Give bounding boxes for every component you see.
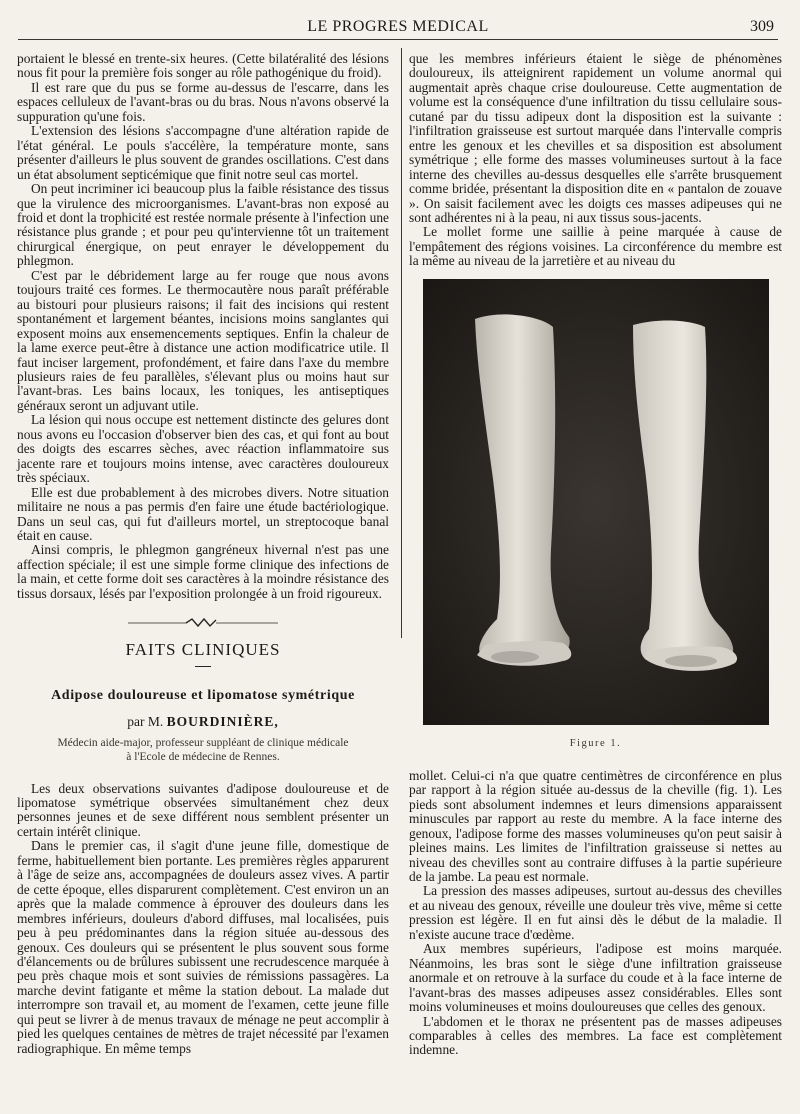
byline-prefix: par M. xyxy=(127,714,164,730)
right-column xyxy=(409,52,782,1058)
paragraph: portaient le blessé en trente-six heures. (Cette bilatéralité des lésions nous fit pour la première fois songer au rôle pathogénique du froid). xyxy=(17,51,389,81)
paragraph: La lésion qui nous occupe est nettement distincte des gelures dont nous avons eu l'occasion d'observer bien des cas, et qui font au bout des doigts des escarres sèches, avec réaction inflammatoire sus jacente rare et toujours moins intense, avec caractères douloureux très spéciaux. xyxy=(17,412,389,486)
paragraph: L'abdomen et le thorax ne présentent pas de masses adipeuses comparables à celles des membres. La face est complètement indemne. xyxy=(409,1013,782,1058)
section-ornament xyxy=(128,617,278,629)
column-divider xyxy=(401,48,402,638)
figure xyxy=(409,279,782,769)
paragraph: que les membres inférieurs étaient le siège de phénomènes douloureux, ils atteignirent rapidement un volume anormal qui augmentait après chaque crise douloureuse. Cette augmentation de volume est la conséquence d'une infiltration du tissu cellulaire sous-cutané par du tissu adipeux dont la disposition est la suivante : l'infiltration graisseuse est surtout marquée dans l'intervalle compris entre les genoux et les chevilles et sa disposition est absolument symétrique ; elle forme des masses volumineuses surtout à la face interne des chevilles au-dessus desquelles elle s'arrête brusquement comme bridée, présentant la disposition dite en « pantalon de zouave ». On saisit facilement avec les doigts ces masses adipeuses qui ne sont adhérentes ni à la peau, ni aux tissus sous-jacents. xyxy=(409,51,782,225)
paragraph: Aux membres supérieurs, l'adipose est moins marquée. Néanmoins, les bras sont le siège d'une infiltration graisseuse anormale et on retrouve à la surface du coude et à la face interne de l'avant-bras des masses adipeuses assez considérables. Elles sont moins volumineuses et moins douloureuses que celles des genoux. xyxy=(409,941,782,1015)
paragraph: On peut incriminer ici beaucoup plus la faible résistance des tissus que la virulence des microorganismes. L'avant-bras non exposé au froid et dont la trophicité est restée normale présente à l'infection une résistance plus grande ; et pour peu qu'intervienne tôt un traitement chirurgical énergique, on peut enrayer le développement du phlegmon. xyxy=(17,181,389,269)
paragraph: Elle est due probablement à des microbes divers. Notre situation militaire ne nous a pas permis d'en faire une étude bactériologique. Dans un seul cas, qui fut d'ailleurs mortel, un streptocoque banal était en cause. xyxy=(17,484,389,543)
section-title: FAITS CLINIQUES xyxy=(125,640,281,660)
paragraph: La pression des masses adipeuses, surtout au-dessus des chevilles et au niveau des genoux, réveille une douleur très vive, même si cette pression est légère. Il en fut ainsi dès le début de la maladie. Il n'existe aucune trace d'œdème. xyxy=(409,883,782,942)
paragraph: mollet. Celui-ci n'a que quatre centimètres de circonférence en plus par rapport à la région située au-dessus de la cheville (fig. 1). Les pieds sont absolument indemnes et leurs dimensions apparaissent minuscules par rapport au reste du membre. A la face interne des genoux, l'adipose forme des masses volumineuses qu'on peut saisir à pleines mains. Les limites de l'infiltration graisseuse si nettes au niveau des chevilles sont au contraire diffuses à la partie supérieure de la jambe. La peau est normale. xyxy=(409,767,782,884)
article-title: Adipose douloureuse et lipomatose symétrique xyxy=(51,687,355,703)
affiliation-line: Médecin aide-major, professeur suppléant de clinique médicale xyxy=(57,736,349,749)
legs-photograph xyxy=(423,279,769,725)
section-divider xyxy=(195,666,211,667)
page-number: 309 xyxy=(750,18,774,35)
byline xyxy=(17,715,389,729)
paragraph: C'est par le débridement large au fer rouge que nous avons toujours traité ces formes. Le thermocautère nous paraît préférable au bistouri pour plusieurs raisons; il fait des incisions qui restent spontanément et largement béantes, incisions moins sanglantes qui exposent moins aux ensemencements septiques. Enfin la chaleur de la lame exerce peut-être à distance une action modificatrice utile. Il faut inciser largement, profondément, et faire dans l'axe du membre plusieurs raies de feu parallèles, s'élevant plus ou moins haut sur l'avant-bras. Les bains locaux, les toniques, les antiseptiques généraux seront un adjuvant utile. xyxy=(17,267,389,413)
paragraph: Le mollet forme une saillie à peine marquée à cause de l'empâtement des régions voisines. La circonférence du membre est la même au niveau de la jarretière et au niveau du xyxy=(409,224,782,269)
journal-title: LE PROGRES MEDICAL xyxy=(307,18,489,35)
left-column xyxy=(17,52,389,1056)
figure-caption: Figure 1. xyxy=(569,737,622,749)
affiliation-line: à l'Ecole de médecine de Rennes. xyxy=(126,750,280,763)
author-affiliation xyxy=(17,736,389,764)
paragraph: Ainsi compris, le phlegmon gangréneux hivernal n'est pas une affection spéciale; il est une simple forme clinique des infections de la main, et cette forme doit ses caractères à la moindre résistance des tissus dorsaux, lésés par l'exposition prolongée à un froid rigoureux. xyxy=(17,542,389,601)
paragraph: Il est rare que du pus se forme au-dessus de l'escarre, dans les espaces celluleux de l'avant-bras ou du bras. Nous n'avons observé la suppuration qu'une fois. xyxy=(17,79,389,124)
author-name: BOURDINIÈRE, xyxy=(166,714,279,730)
paragraph: Les deux observations suivantes d'adipose douloureuse et de lipomatose symétrique observées simultanément chez deux personnes jeunes et de sexe différent nous semblent présenter un certain intérêt clinique. xyxy=(17,780,389,839)
running-header xyxy=(18,14,778,40)
paragraph: L'extension des lésions s'accompagne d'une altération rapide de l'état général. Le pouls s'accélère, la température monte, sans présenter d'ailleurs le plus souvent de grandes oscillations. C'est dans un état absolument septicémique que finit notre seul cas mortel. xyxy=(17,123,389,182)
paragraph: Dans le premier cas, il s'agit d'une jeune fille, domestique de ferme, habituellement bien portante. Les premières règles apparurent à l'âge de seize ans, accompagnées de douleurs assez vives. A partir de cette époque, elles disparurent complètement. C'est environ un an après que la malade commence à éprouver des douleurs dans les membres inférieurs, douleurs d'abord diffuses, mal localisées, puis peu à peu prédominantes dans la région située au-dessous des genoux. Ces douleurs qui se présentent le plus souvent sous forme d'élancements ou de brûlures subissent une recrudescence marquée à peu près chaque mois et sont suivies de rémissions passagères. La marche devint fatigante et même la station debout. La malade dut interrompre son travail et, au moment de l'examen, cette jeune fille qui peut se livrer à de menus travaux de ménage ne peut accomplir à pied les quelques centaines de mètres de trajet nécessité par l'examen radiographique. En même temps xyxy=(17,838,389,1056)
